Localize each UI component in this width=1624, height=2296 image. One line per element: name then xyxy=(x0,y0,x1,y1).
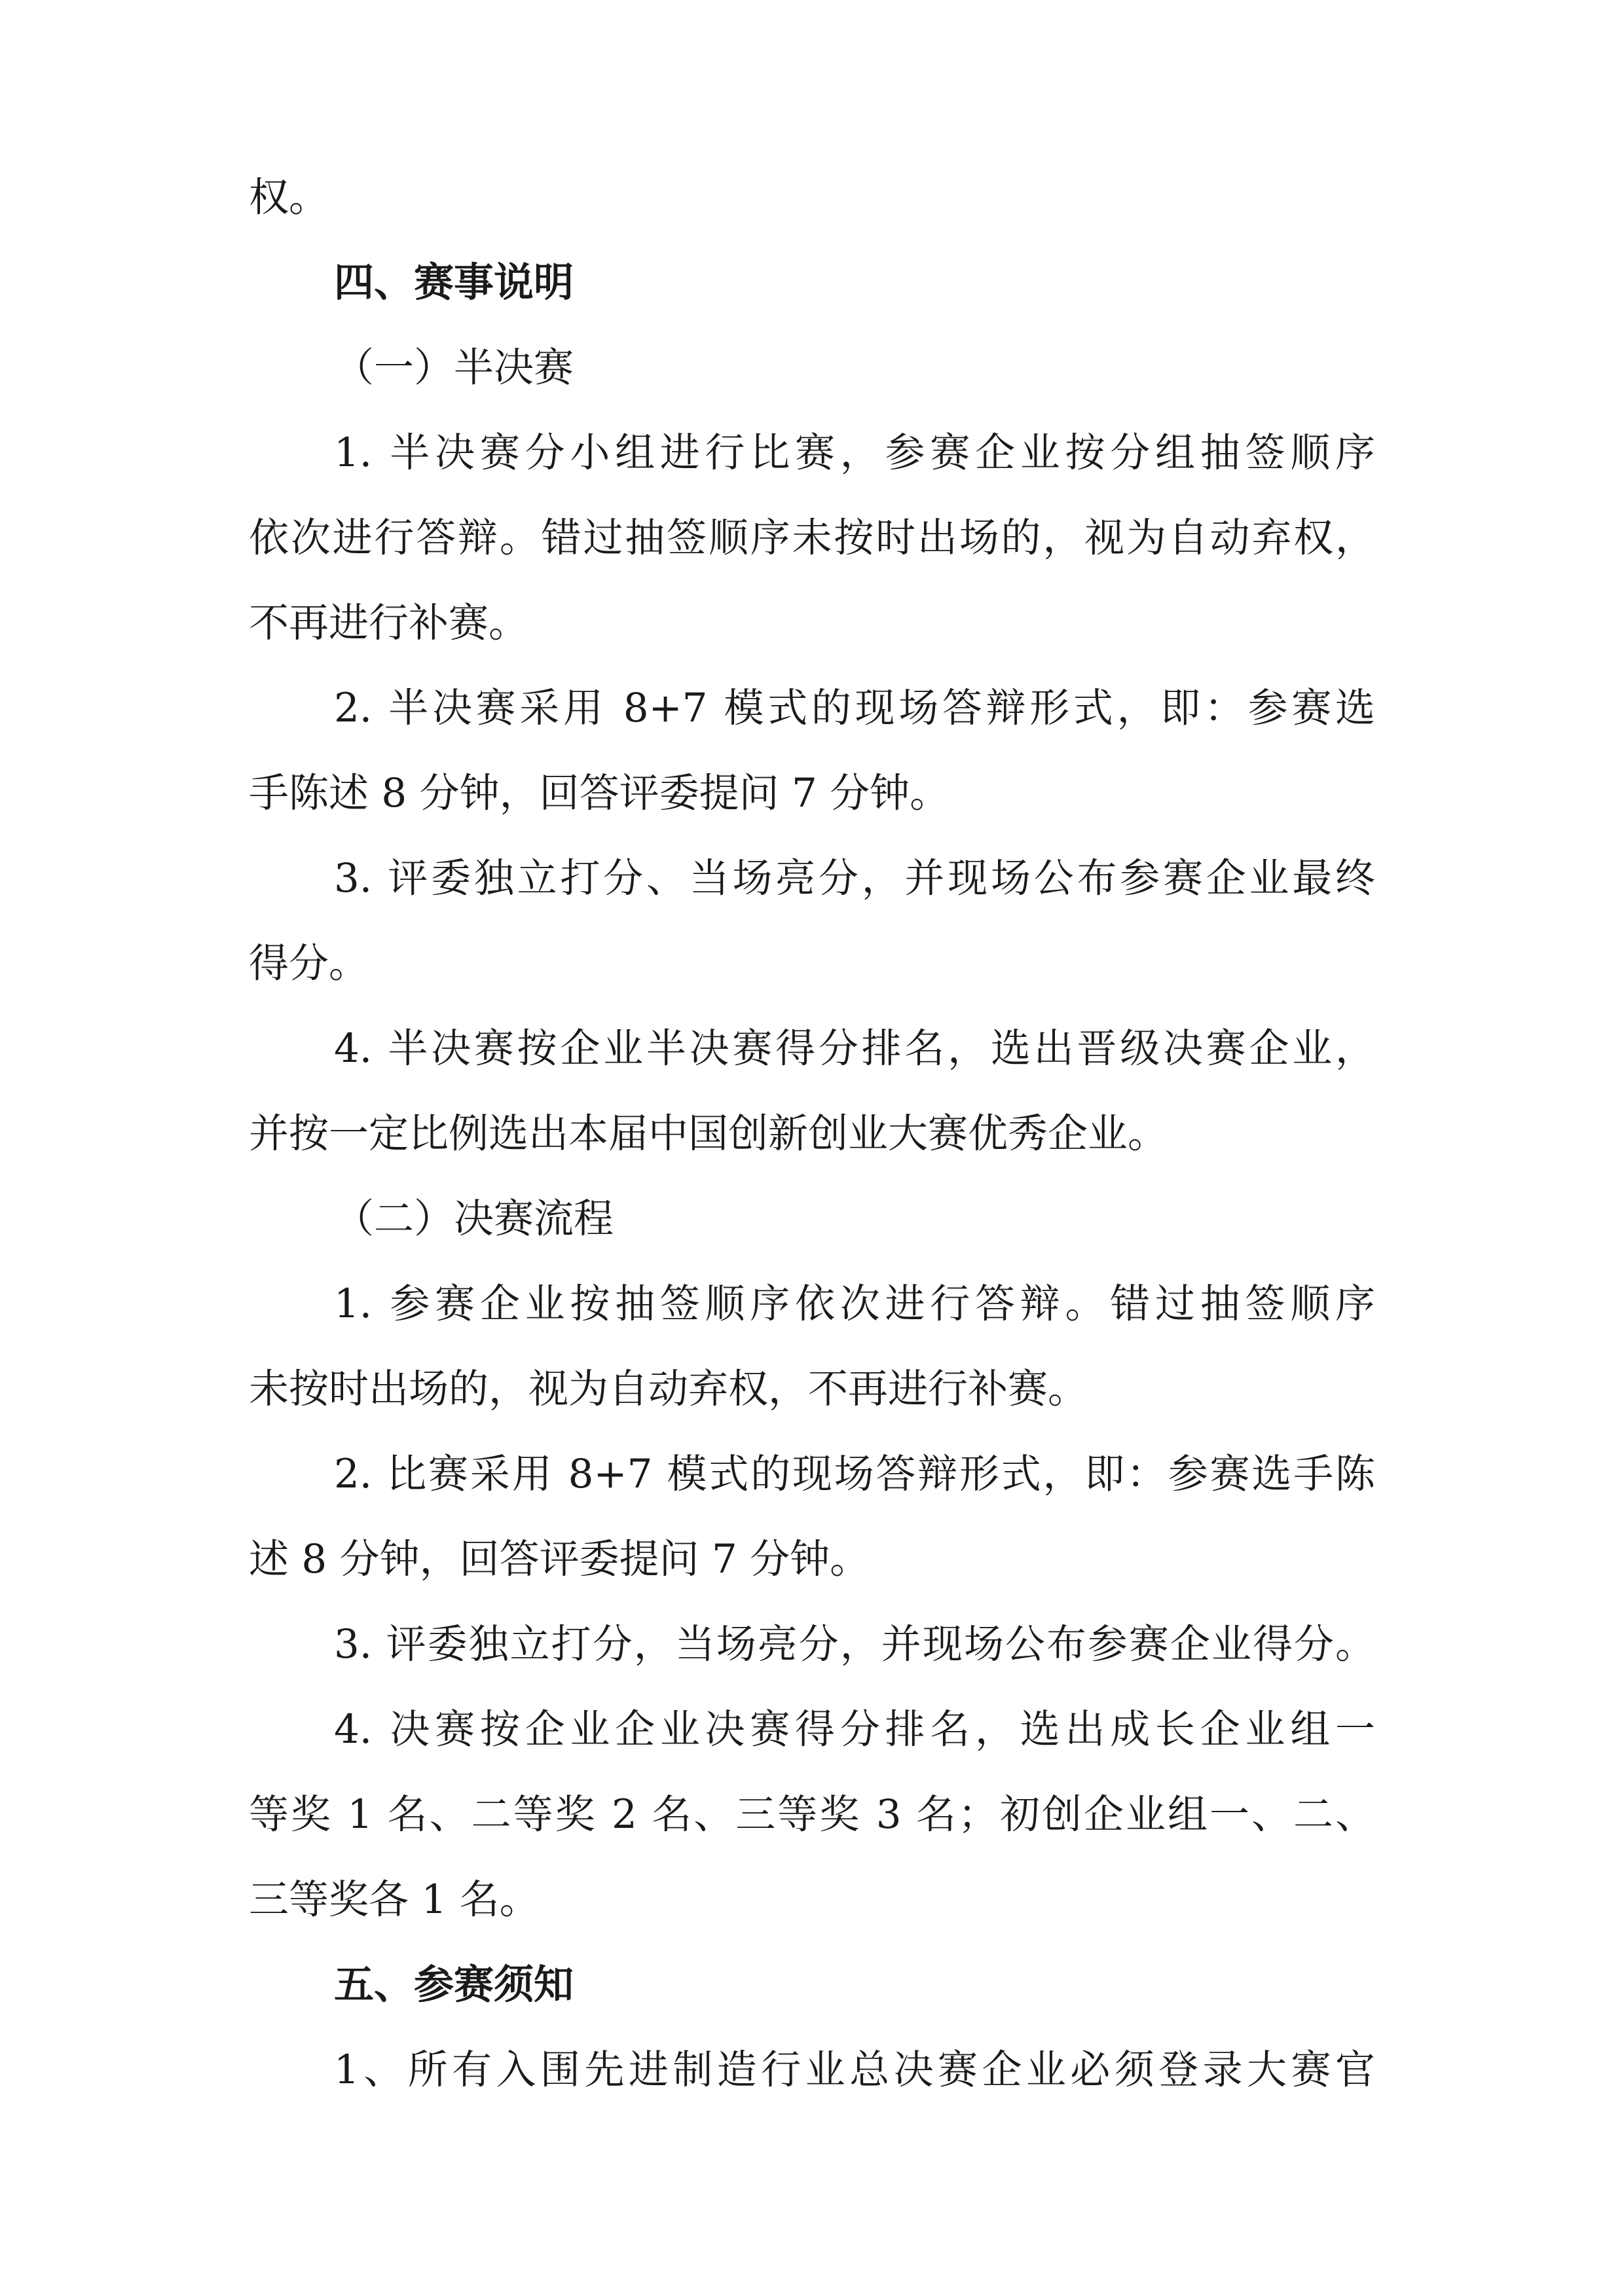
semifinal-item-1-line-2: 依次进行答辩。错过抽签顺序未按时出场的，视为自动弃权， xyxy=(249,515,1375,561)
semifinal-item-1-line-1: 1. 半决赛分小组进行比赛，参赛企业按分组抽签顺序 xyxy=(334,429,1375,476)
final-item-3-line-1: 3. 评委独立打分，当场亮分，并现场公布参赛企业得分。 xyxy=(334,1621,1375,1667)
final-item-1-line-1: 1. 参赛企业按抽签顺序依次进行答辩。错过抽签顺序 xyxy=(334,1281,1375,1327)
section-heading-5: 五、参赛须知 xyxy=(334,1961,574,2008)
final-item-2-line-1: 2. 比赛采用 8+7 模式的现场答辩形式，即：参赛选手陈 xyxy=(334,1451,1375,1497)
semifinal-item-4-line-1: 4. 半决赛按企业半决赛得分排名，选出晋级决赛企业， xyxy=(334,1025,1375,1072)
subsection-heading-final: （二）决赛流程 xyxy=(334,1195,614,1242)
subsection-heading-semifinal: （一）半决赛 xyxy=(334,344,574,391)
final-item-4-line-1: 4. 决赛按企业企业决赛得分排名，选出成长企业组一 xyxy=(334,1706,1375,1753)
semifinal-item-1-line-3: 不再进行补赛。 xyxy=(249,600,529,646)
continuation-line: 权。 xyxy=(249,174,329,221)
semifinal-item-2-line-1: 2. 半决赛采用 8+7 模式的现场答辩形式，即：参赛选 xyxy=(334,685,1375,731)
section-heading-4: 四、赛事说明 xyxy=(334,259,574,306)
final-item-4-line-2: 等奖 1 名、二等奖 2 名、三等奖 3 名；初创企业组一、二、 xyxy=(249,1791,1375,1838)
notice-item-1-line-1: 1、所有入围先进制造行业总决赛企业必须登录大赛官 xyxy=(334,2047,1375,2093)
semifinal-item-2-line-2: 手陈述 8 分钟，回答评委提问 7 分钟。 xyxy=(249,770,950,816)
semifinal-item-4-line-2: 并按一定比例选出本届中国创新创业大赛优秀企业。 xyxy=(249,1110,1168,1157)
final-item-1-line-2: 未按时出场的，视为自动弃权，不再进行补赛。 xyxy=(249,1366,1088,1412)
final-item-4-line-3: 三等奖各 1 名。 xyxy=(249,1876,540,1923)
semifinal-item-3-line-1: 3. 评委独立打分、当场亮分，并现场公布参赛企业最终 xyxy=(334,855,1375,902)
final-item-2-line-2: 述 8 分钟，回答评委提问 7 分钟。 xyxy=(249,1536,870,1582)
semifinal-item-3-line-2: 得分。 xyxy=(249,940,369,987)
